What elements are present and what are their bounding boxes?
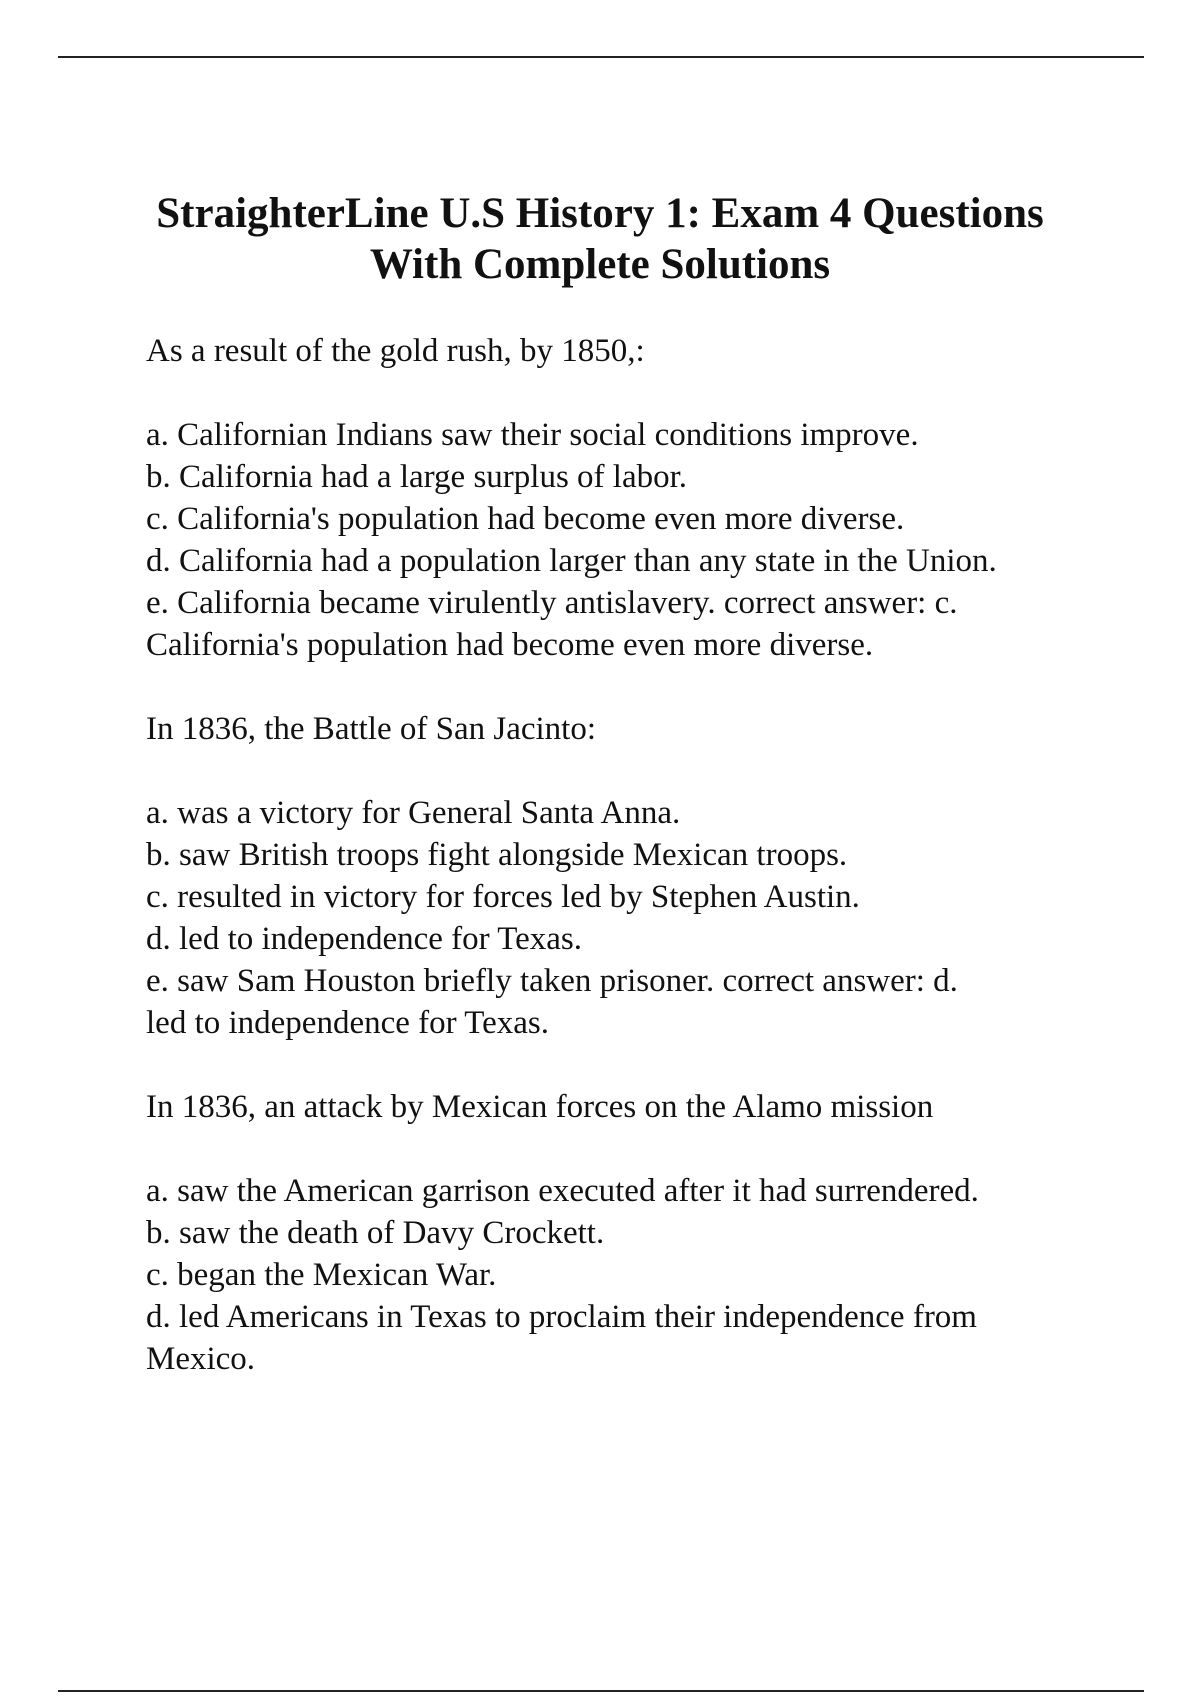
document-body — [146, 330, 1106, 1422]
answer-option: c. began the Mexican War. — [146, 1257, 497, 1293]
footer-rule — [58, 1690, 1144, 1692]
question-3 — [146, 1086, 1106, 1380]
title-line-1: StraighterLine U.S History 1: Exam 4 Questions — [156, 190, 1044, 237]
answer-option: d. led to independence for Texas. — [146, 921, 583, 957]
answer-option: a. Californian Indians saw their social conditions improve. — [146, 417, 919, 453]
answer-option-continuation: Mexico. — [146, 1341, 256, 1377]
document-title — [100, 188, 1100, 290]
question-2 — [146, 708, 1106, 1044]
header-rule — [58, 56, 1144, 58]
question-prompt: In 1836, the Battle of San Jacinto: — [146, 711, 596, 747]
answer-option-with-correct-answer: e. California became virulently antislavery. correct answer: c. — [146, 585, 958, 621]
answer-option: b. saw the death of Davy Crockett. — [146, 1215, 605, 1251]
answer-option-with-correct-answer: e. saw Sam Houston briefly taken prisoner. correct answer: d. — [146, 963, 958, 999]
answer-option: c. California's population had become even more diverse. — [146, 501, 905, 537]
answer-option: c. resulted in victory for forces led by Stephen Austin. — [146, 879, 860, 915]
question-1 — [146, 330, 1106, 666]
answer-option: d. California had a population larger than any state in the Union. — [146, 543, 997, 579]
question-prompt: In 1836, an attack by Mexican forces on the Alamo mission — [146, 1089, 934, 1125]
answer-option: a. was a victory for General Santa Anna. — [146, 795, 681, 831]
question-prompt: As a result of the gold rush, by 1850,: — [146, 333, 645, 369]
correct-answer-text: California's population had become even more diverse. — [146, 627, 874, 663]
answer-option: b. saw British troops fight alongside Mexican troops. — [146, 837, 848, 873]
answer-option: d. led Americans in Texas to proclaim their independence from — [146, 1299, 977, 1335]
correct-answer-text: led to independence for Texas. — [146, 1005, 550, 1041]
title-line-2: With Complete Solutions — [369, 241, 831, 288]
answer-option: b. California had a large surplus of labor. — [146, 459, 688, 495]
answer-option: a. saw the American garrison executed after it had surrendered. — [146, 1173, 979, 1209]
